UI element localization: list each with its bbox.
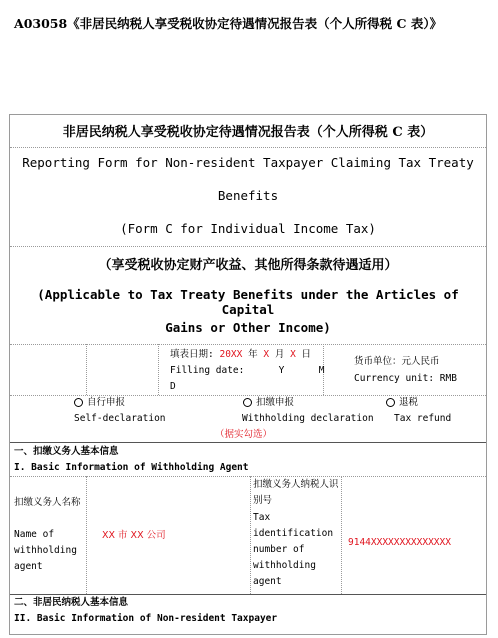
radio-button-icon[interactable] (243, 398, 252, 407)
scope-cn: （享受税收协定财产收益、其他所得条款待遇适用） (98, 258, 398, 273)
section2-title-cn: 二、非居民纳税人基本信息 (14, 597, 129, 608)
divider (341, 476, 342, 594)
agent-name-value[interactable]: XX 市 XX 公司 (102, 530, 166, 541)
scope-en-line2: Gains or Other Income) (165, 320, 331, 335)
divider (158, 344, 159, 395)
filling-date-en-day: D (170, 381, 176, 392)
section1-title-cn: 一、扣缴义务人基本信息 (14, 446, 119, 457)
agent-name-label-en: Name of withholding agent (14, 529, 77, 572)
section2-title-en: II. Basic Information of Non-resident Taxpayer (14, 613, 278, 624)
option-withholding-declaration-en: Withholding declaration (242, 413, 374, 424)
option-tax-refund[interactable]: 退税 (386, 395, 418, 411)
divider (86, 476, 87, 594)
form-title-en-line3: (Form C for Individual Income Tax) (120, 221, 376, 236)
currency-unit-en: Currency unit: RMB (354, 373, 457, 384)
divider (10, 246, 486, 247)
filling-date-en: Filling date: Y M (170, 365, 325, 376)
tick-note: （据实勾选） (215, 429, 273, 440)
form-title-cn: 非居民纳税人享受税收协定待遇情况报告表（个人所得税 C 表） (62, 125, 434, 140)
form-title-en-line1: Reporting Form for Non-resident Taxpayer Claiming Tax Treaty (22, 155, 474, 170)
divider (10, 442, 486, 443)
form-title-en-line2: Benefits (217, 188, 279, 203)
option-tax-refund-en: Tax refund (394, 413, 452, 424)
option-withholding-declaration[interactable]: 扣缴申报 (243, 395, 294, 411)
document-title: A03058《非居民纳税人享受税收协定待遇情况报告表（个人所得税 C 表）》 (14, 16, 443, 31)
report-form (9, 114, 487, 635)
currency-unit-cn: 货币单位：元人民币 (354, 356, 440, 367)
divider (10, 147, 486, 148)
option-self-declaration-en: Self-declaration (74, 413, 166, 424)
option-self-declaration[interactable]: 自行申报 (74, 395, 125, 411)
divider (86, 344, 87, 395)
agent-tin-label-en: Tax identification number of withholding agent (253, 512, 334, 587)
agent-tin-value[interactable]: 9144XXXXXXXXXXXXXX (348, 537, 451, 548)
divider (10, 344, 486, 345)
filling-date-cn: 填表日期: 20XX 年 X 月 X 日 (170, 349, 312, 360)
agent-tin-label-cn: 扣缴义务人纳税人识别号 (253, 479, 339, 506)
agent-name-label-cn: 扣缴义务人名称 (14, 497, 81, 508)
radio-button-icon[interactable] (74, 398, 83, 407)
scope-en-line1: (Applicable to Tax Treaty Benefits under the Articles of Capital (37, 287, 459, 317)
divider (10, 476, 486, 477)
section1-title-en: I. Basic Information of Withholding Agent (14, 462, 249, 473)
divider (250, 476, 251, 594)
radio-button-icon[interactable] (386, 398, 395, 407)
